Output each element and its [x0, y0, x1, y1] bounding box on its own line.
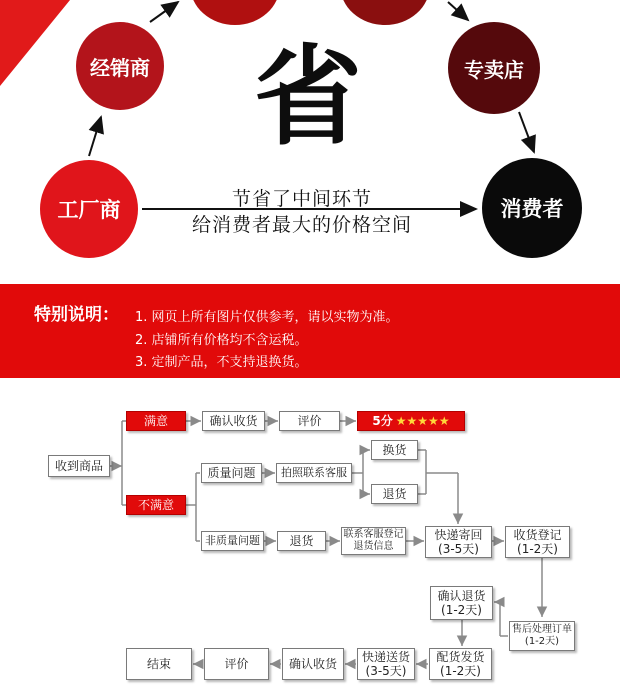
photo-contact-box — [276, 463, 352, 483]
notice-item-3: 3. 定制产品，不支持退换货。 — [135, 355, 308, 370]
photo-contact-label: 拍照联系客服 — [281, 466, 347, 479]
express-deliver-label-2: (3-5天) — [365, 664, 407, 678]
contact-register-label-1: 联系客服登记 — [343, 529, 404, 540]
factory-label: 工厂商 — [57, 198, 121, 222]
five-star-rating-box — [357, 411, 465, 431]
ship-goods-box — [429, 648, 492, 680]
express-back-label-2: (3-5天) — [438, 542, 479, 556]
supply-chain-section — [0, 0, 620, 285]
aftersale-label-1: 售后处理订单 — [512, 624, 572, 635]
contact-register-label-2: 退货信息 — [353, 541, 394, 552]
review-label: 评价 — [297, 414, 322, 428]
exchange-label: 换货 — [382, 443, 407, 457]
confirm-receipt-label-2: 确认收货 — [288, 657, 337, 671]
review-box-2 — [204, 648, 269, 680]
satisfied-label: 满意 — [143, 414, 168, 428]
express-deliver-box — [357, 648, 415, 680]
return-goods-box — [371, 484, 418, 504]
review-box — [279, 411, 340, 431]
aftersale-label-2: (1-2天) — [524, 636, 560, 647]
notice-item-2: 2. 店铺所有价格均不含运税。 — [135, 333, 308, 348]
confirm-return-label-1: 确认退货 — [437, 589, 486, 603]
receipt-register-box — [505, 526, 570, 558]
dealer-label: 经销商 — [90, 55, 150, 80]
ship-goods-label-2: (1-2天) — [440, 664, 481, 678]
express-back-label-1: 快递寄回 — [434, 528, 483, 542]
saving-text-line2: 给消费者最大的价格空间 — [191, 214, 412, 236]
unsatisfied-box — [126, 495, 186, 515]
arrow-top-to-store — [448, 2, 468, 20]
non-quality-issue-box — [201, 531, 264, 551]
confirm-receipt-box — [202, 411, 265, 431]
contact-register-box — [341, 527, 406, 555]
satisfied-box — [126, 411, 186, 431]
save-character: 省 — [253, 35, 362, 160]
confirm-receipt-box-2 — [282, 648, 344, 680]
aftersale-order-box — [509, 621, 575, 651]
notice-item-1: 1. 网页上所有图片仅供参考，请以实物为准。 — [135, 310, 399, 325]
receipt-register-label-2: (1-2天) — [517, 542, 558, 556]
chain-arrows — [0, 0, 620, 285]
confirm-return-box — [430, 586, 493, 620]
arrow-factory-to-dealer — [89, 117, 101, 156]
rating-stars-icon: ★★★★★ — [395, 414, 450, 428]
receipt-register-label-1: 收货登记 — [513, 528, 562, 542]
return-goods-label-2: 退货 — [289, 534, 314, 548]
express-back-box — [425, 526, 492, 558]
arrow-store-to-consumer — [519, 112, 534, 152]
confirm-return-label-2: (1-2天) — [441, 603, 482, 617]
non-quality-issue-label: 非质量问题 — [205, 534, 260, 547]
quality-issue-label: 质量问题 — [207, 466, 256, 480]
quality-issue-box — [201, 463, 262, 483]
arrow-dealer-to-top — [150, 2, 178, 22]
confirm-receipt-label: 确认收货 — [209, 414, 258, 428]
end-label: 结束 — [146, 657, 171, 671]
review-label-2: 评价 — [224, 657, 249, 671]
saving-text-line1: 节省了中间环节 — [231, 188, 372, 210]
ship-goods-label-1: 配货发货 — [436, 650, 485, 664]
receive-goods-label: 收到商品 — [54, 459, 103, 473]
return-goods-label: 退货 — [382, 487, 407, 501]
notice-title: 特别说明： — [34, 305, 119, 325]
express-deliver-label-1: 快递送货 — [361, 650, 410, 664]
receive-goods-box — [48, 455, 110, 477]
rating-score: 5分 — [372, 414, 393, 428]
consumer-label: 消费者 — [500, 197, 564, 221]
return-goods-box-2 — [277, 531, 326, 551]
special-notice-banner — [0, 284, 620, 378]
specialty-store-label: 专卖店 — [464, 57, 524, 82]
exchange-box — [371, 440, 418, 460]
end-box — [126, 648, 192, 680]
unsatisfied-label: 不满意 — [137, 498, 174, 512]
